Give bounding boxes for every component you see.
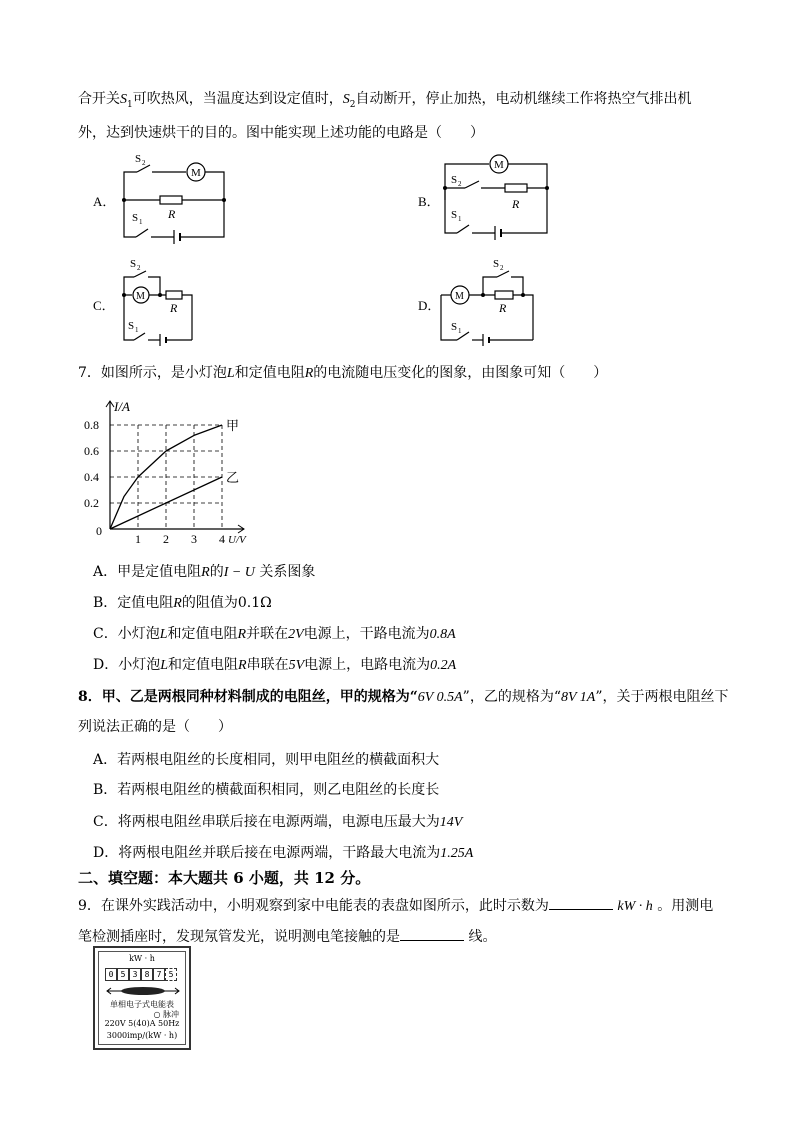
svg-text:S: S xyxy=(130,258,137,270)
q7-option-a[interactable]: A．甲是定值电阻R的I − U 关系图象 xyxy=(93,564,316,580)
svg-text:S: S xyxy=(451,174,458,186)
q8-stem-2: 列说法正确的是（ ） xyxy=(78,719,232,735)
y-tick-label: 0.4 xyxy=(84,470,99,484)
svg-text:R: R xyxy=(168,207,176,221)
option-c-label: C． xyxy=(93,298,115,313)
motor-icon: M xyxy=(191,167,201,179)
option-b-label: B． xyxy=(418,194,440,209)
meter-unit: kW · h xyxy=(129,954,155,963)
q9-line-1: 9．在课外实践活动中，小明观察到家中电能表的表盘如图所示，此时示数为 kW · h 。用测电 xyxy=(78,898,714,914)
series-label-1: 甲 xyxy=(226,418,240,433)
svg-text:S: S xyxy=(493,258,500,270)
svg-text:2: 2 xyxy=(458,180,462,188)
meter-digits: 0 5 3 8 7 5 xyxy=(105,968,177,981)
x-tick-label: 3 xyxy=(191,532,197,545)
x-tick-label: 1 xyxy=(135,532,141,545)
svg-text:2: 2 xyxy=(142,159,146,167)
section-2-heading: 二、填空题：本大题共 6 小题，共 12 分。 xyxy=(78,869,371,887)
circuit-d[interactable] xyxy=(415,252,555,352)
svg-text:R: R xyxy=(170,301,178,315)
meter-constant: 3000imp/(kW · h) xyxy=(106,1031,178,1040)
svg-text:S: S xyxy=(451,321,458,333)
circuit-c[interactable] xyxy=(90,252,210,347)
meter-pulse: ○ 脉冲 xyxy=(153,1010,179,1019)
q8-option-d[interactable]: D．将两根电阻丝并联后接在电源两端，干路最大电流为1.25A xyxy=(93,845,474,861)
svg-text:1: 1 xyxy=(458,327,462,335)
q9-line-2: 笔检测插座时，发现氖管发光，说明测电笔接触的是 线。 xyxy=(78,929,497,945)
q9-blank-1[interactable] xyxy=(549,897,613,910)
x-tick-label: 2 xyxy=(163,532,169,545)
svg-text:S: S xyxy=(451,209,458,221)
svg-text:M: M xyxy=(455,291,464,302)
svg-text:1: 1 xyxy=(135,326,139,334)
option-a-label: A． xyxy=(93,194,116,209)
meter-rating: 220V 5(40)A 50Hz xyxy=(104,1019,180,1028)
q7-iu-chart xyxy=(80,395,260,545)
x-axis-label: U/V xyxy=(228,534,246,545)
svg-text:R: R xyxy=(499,301,507,315)
series-label-2: 乙 xyxy=(226,470,240,485)
intro-line-1: 合开关$S_1$可吹热风，当温度达到设定值时，$S_2$自动断开，停止加热，电动机继续工作将热空气排出机 xyxy=(78,91,692,110)
meter-disc-icon xyxy=(105,985,181,997)
svg-text:S: S xyxy=(135,153,142,165)
q8-option-c[interactable]: C．将两根电阻丝串联后接在电源两端，电源电压最大为14V xyxy=(93,814,463,830)
q8-option-b[interactable]: B．若两根电阻丝的横截面积相同，则乙电阻丝的长度长 xyxy=(93,782,440,798)
q9-blank-2[interactable] xyxy=(400,928,464,941)
option-d-label: D． xyxy=(418,298,441,313)
intro-line-2: 外，达到快速烘干的目的。图中能实现上述功能的电路是（ ） xyxy=(78,125,484,141)
svg-text:2: 2 xyxy=(137,264,141,272)
origin-label: 0 xyxy=(96,524,102,538)
meter-name: 单相电子式电能表 xyxy=(110,1000,174,1009)
svg-text:1: 1 xyxy=(458,215,462,223)
svg-text:S: S xyxy=(128,320,135,332)
q8-option-a[interactable]: A．若两根电阻丝的长度相同，则甲电阻丝的横截面积大 xyxy=(93,752,440,768)
svg-text:R: R xyxy=(512,197,520,211)
y-tick-label: 0.6 xyxy=(84,444,99,458)
circuit-a[interactable] xyxy=(90,150,240,245)
q7-option-c[interactable]: C．小灯泡L和定值电阻R并联在2V电源上，干路电流为0.8A xyxy=(93,626,456,642)
q7-option-d[interactable]: D．小灯泡L和定值电阻R串联在5V电源上，电路电流为0.2A xyxy=(93,657,457,673)
svg-text:M: M xyxy=(494,159,504,171)
circuit-b[interactable] xyxy=(415,150,555,245)
svg-text:M: M xyxy=(136,291,145,302)
svg-text:1: 1 xyxy=(139,218,143,226)
q8-stem-1: 8．甲、乙是两根同种材料制成的电阻丝，甲的规格为“6V 0.5A”，乙的规格为“8V 1A”，关于两根电阻丝下 xyxy=(78,689,729,705)
svg-text:2: 2 xyxy=(500,264,504,272)
q7-stem: 7．如图所示，是小灯泡L和定值电阻R的电流随电压变化的图象，由图象可知（ ） xyxy=(78,365,608,381)
x-tick-label: 4 xyxy=(219,532,225,545)
q7-option-b[interactable]: B．定值电阻R的阻值为0.1Ω xyxy=(93,595,272,611)
energy-meter-figure xyxy=(93,946,191,1050)
y-axis-label: I/A xyxy=(114,399,130,414)
y-tick-label: 0.8 xyxy=(84,418,99,432)
svg-text:S: S xyxy=(132,212,139,224)
y-tick-label: 0.2 xyxy=(84,496,99,510)
